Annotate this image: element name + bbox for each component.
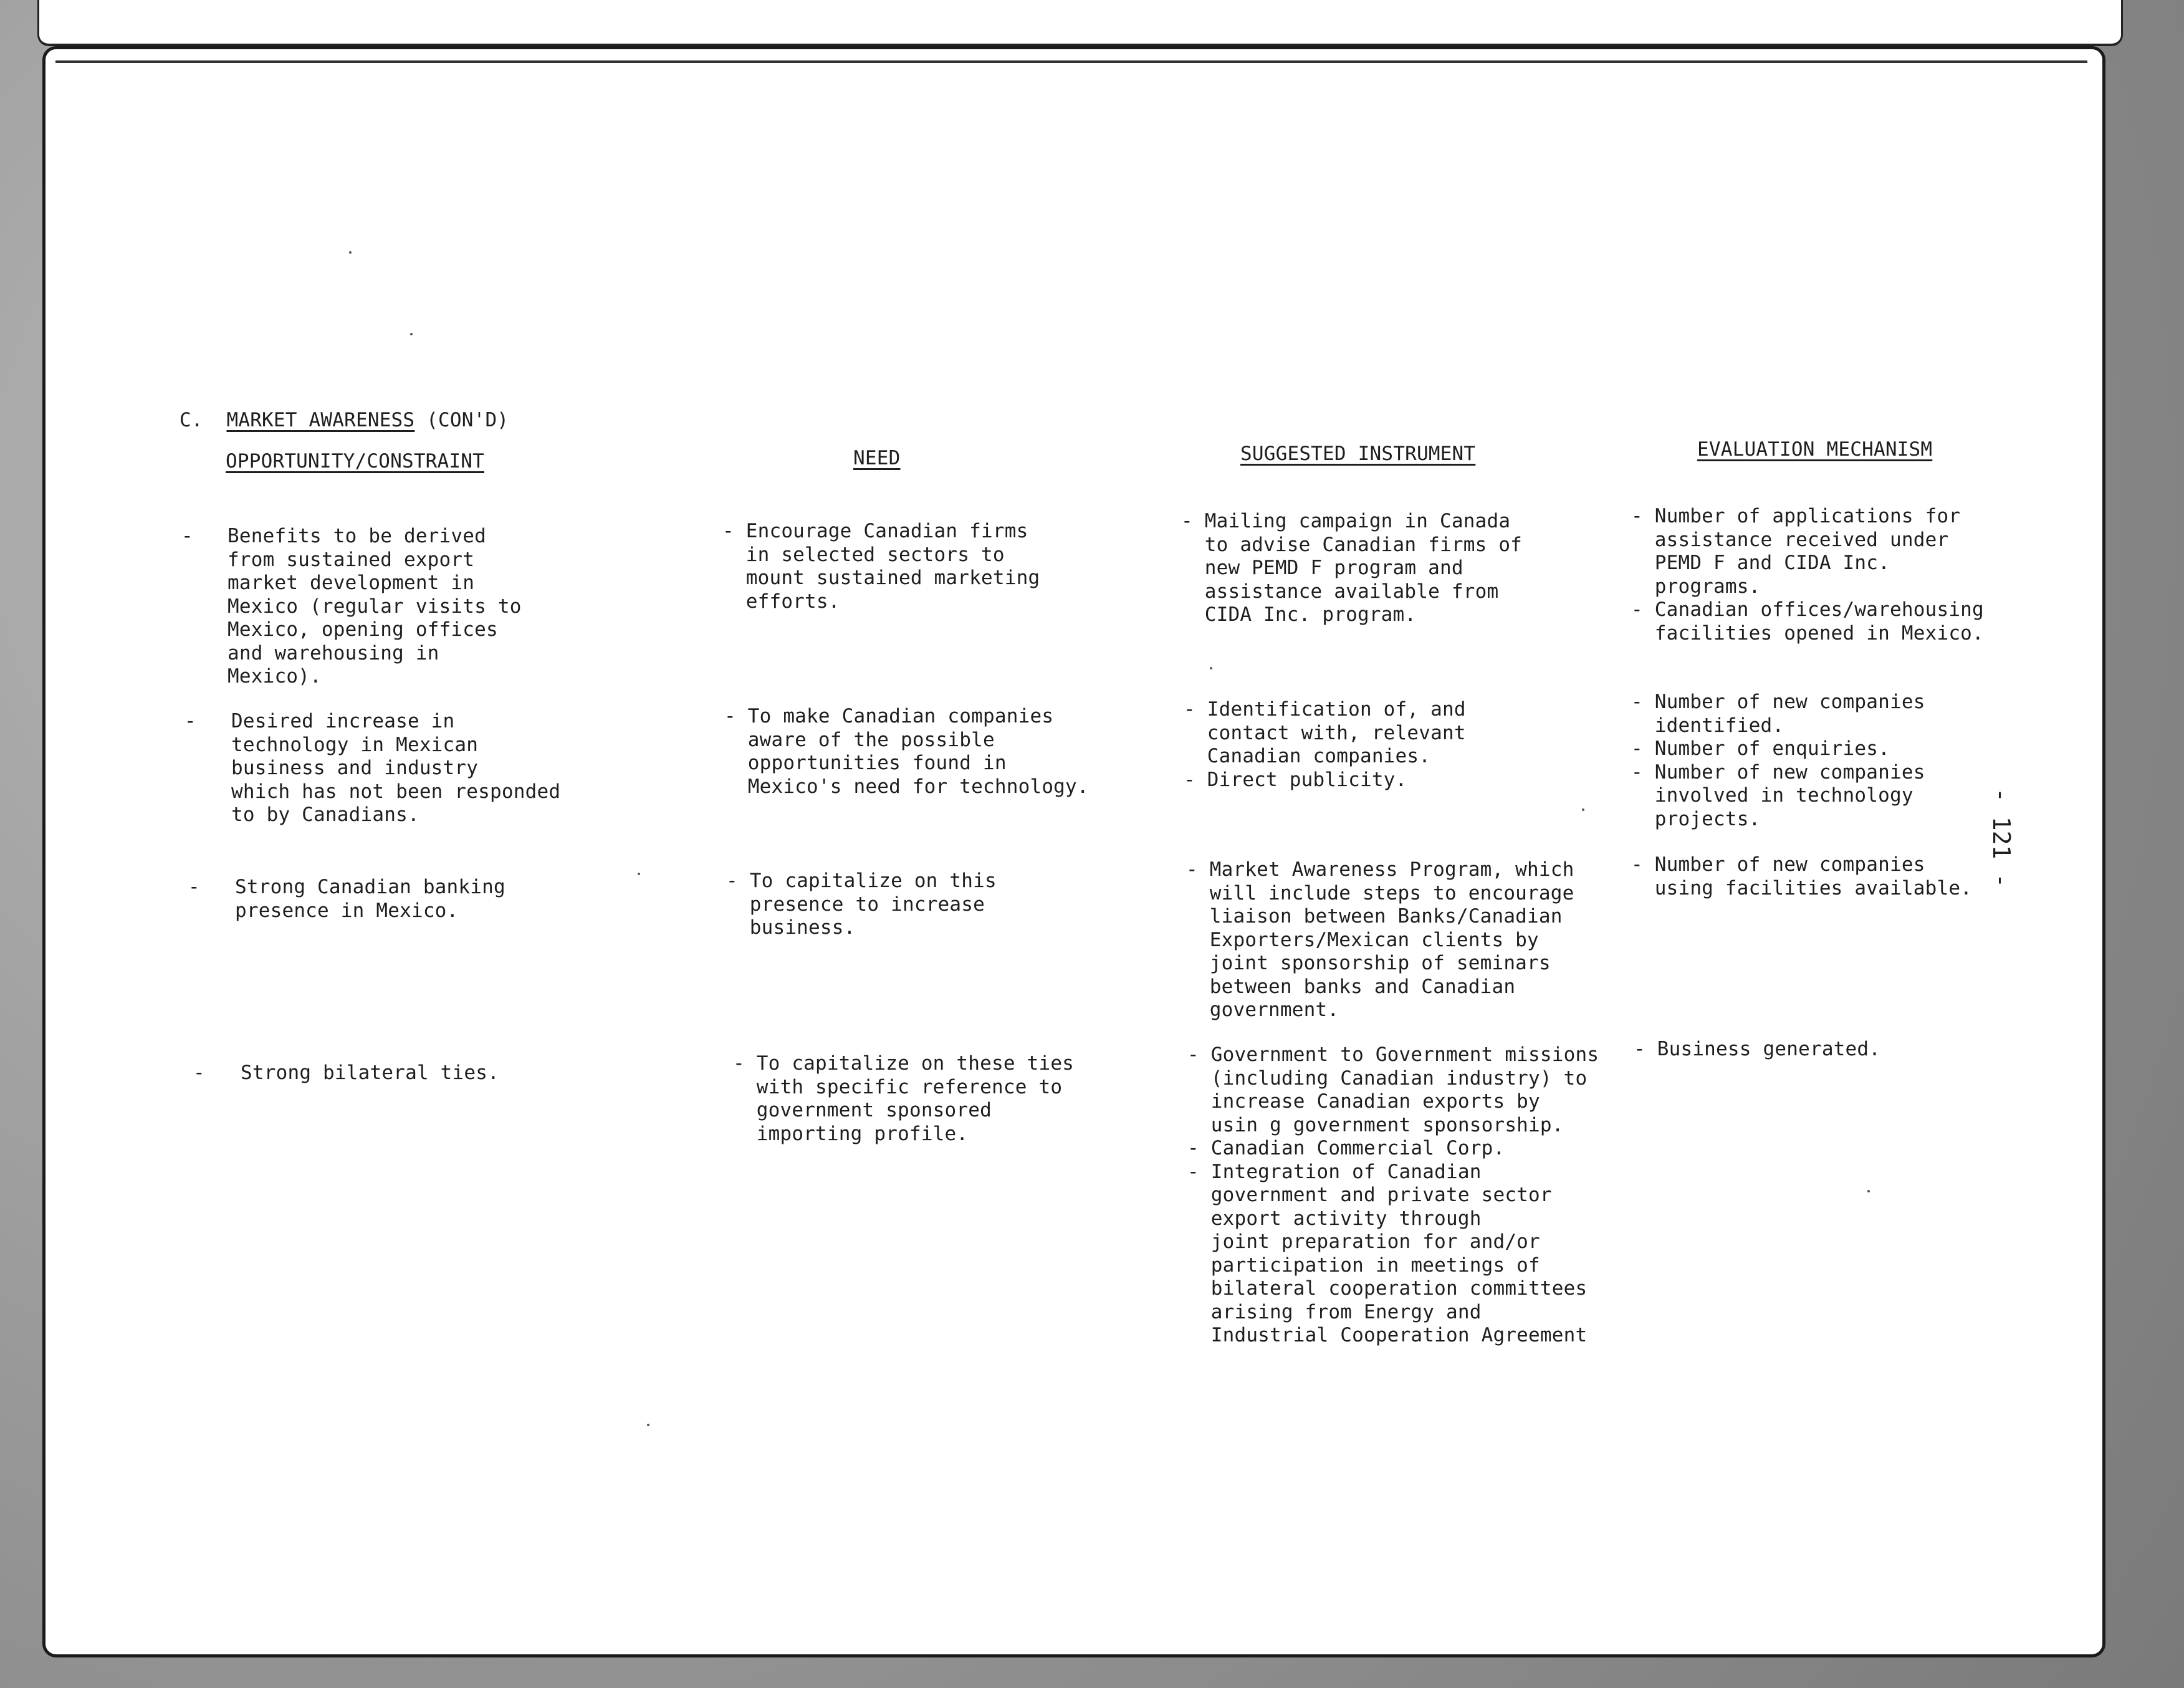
row2-instrument: - Identification of, and contact with, relevant Canadian companies. - Direct publicity. [1184, 698, 1466, 791]
header-opportunity: OPPORTUNITY/CONSTRAINT [226, 450, 484, 472]
row1-instrument: - Mailing campaign in Canada to advise Canadian firms of new PEMD F program and assistance available from CIDA Inc. program. [1181, 510, 1523, 626]
page-number: - 121 - [1988, 788, 2015, 888]
row4-need: - To capitalize on these ties with specific reference to government sponsored importing profile. [733, 1052, 1075, 1145]
bullet-dash: - [181, 525, 193, 547]
scan-speck [349, 251, 352, 254]
row1-opportunity: Benefits to be derived from sustained export market development in Mexico (regular visits to Mexico, opening offices and warehousing in Mexico). [228, 525, 522, 688]
binding-line [55, 60, 2087, 64]
row3-need: - To capitalize on this presence to increase business. [726, 870, 997, 939]
scan-speck [1210, 667, 1212, 669]
row3-evaluation: - Number of new companies using facilities available. [1631, 853, 1973, 899]
row3-opportunity: Strong Canadian banking presence in Mexico. [235, 876, 505, 922]
bullet-dash: - [184, 710, 196, 732]
section-suffix: (CON'D) [426, 409, 509, 431]
row1-need: - Encourage Canadian firms in selected sectors to mount sustained marketing efforts. [722, 520, 1040, 613]
scan-speck [410, 333, 413, 335]
row1-evaluation: - Number of applications for assistance received under PEMD F and CIDA Inc. programs. - Canadian offices/warehousing facilities opened in Mexico. [1631, 505, 1984, 645]
row4-evaluation: - Business generated. [1634, 1038, 1881, 1060]
document-page [42, 46, 2105, 1657]
section-title: MARKET AWARENESS [226, 409, 415, 431]
row4-opportunity: Strong bilateral ties. [241, 1062, 499, 1084]
section-heading [180, 409, 509, 433]
row2-need: - To make Canadian companies aware of the possible opportunities found in Mexico's need for technology. [724, 705, 1089, 798]
header-evaluation: EVALUATION MECHANISM [1697, 438, 1933, 461]
row2-opportunity: Desired increase in technology in Mexican business and industry which has not been responded to by Canadians. [231, 710, 561, 826]
row3-instrument: - Market Awareness Program, which will include steps to encourage liaison between Banks/Canadian Exporters/Mexican clients by joint sponsorship of seminars between banks and Canadian government. [1186, 858, 1574, 1021]
bullet-dash: - [193, 1062, 205, 1084]
row4-instrument: - Government to Government missions (including Canadian industry) to increase Canadian exports by usin g government sponsorship. - Canadian Commercial Corp. - Integration of Canadian government and private sector export activity through joint preparation for and/or participation in meetings of bilateral cooperation committees arising from Energy and Industrial Cooperation Agreement [1187, 1043, 1599, 1346]
section-letter: C. [180, 409, 203, 431]
row2-evaluation: - Number of new companies identified. - Number of enquiries. - Number of new companies involved in technology projects. [1631, 691, 1925, 830]
previous-page-edge [37, 0, 2123, 46]
header-instrument: SUGGESTED INSTRUMENT [1240, 443, 1476, 465]
bullet-dash: - [188, 876, 200, 898]
scan-speck [1867, 1190, 1870, 1192]
scan-speck [1582, 808, 1584, 811]
scan-speck [647, 1424, 649, 1426]
scan-speck [638, 873, 640, 875]
header-need: NEED [853, 447, 901, 469]
